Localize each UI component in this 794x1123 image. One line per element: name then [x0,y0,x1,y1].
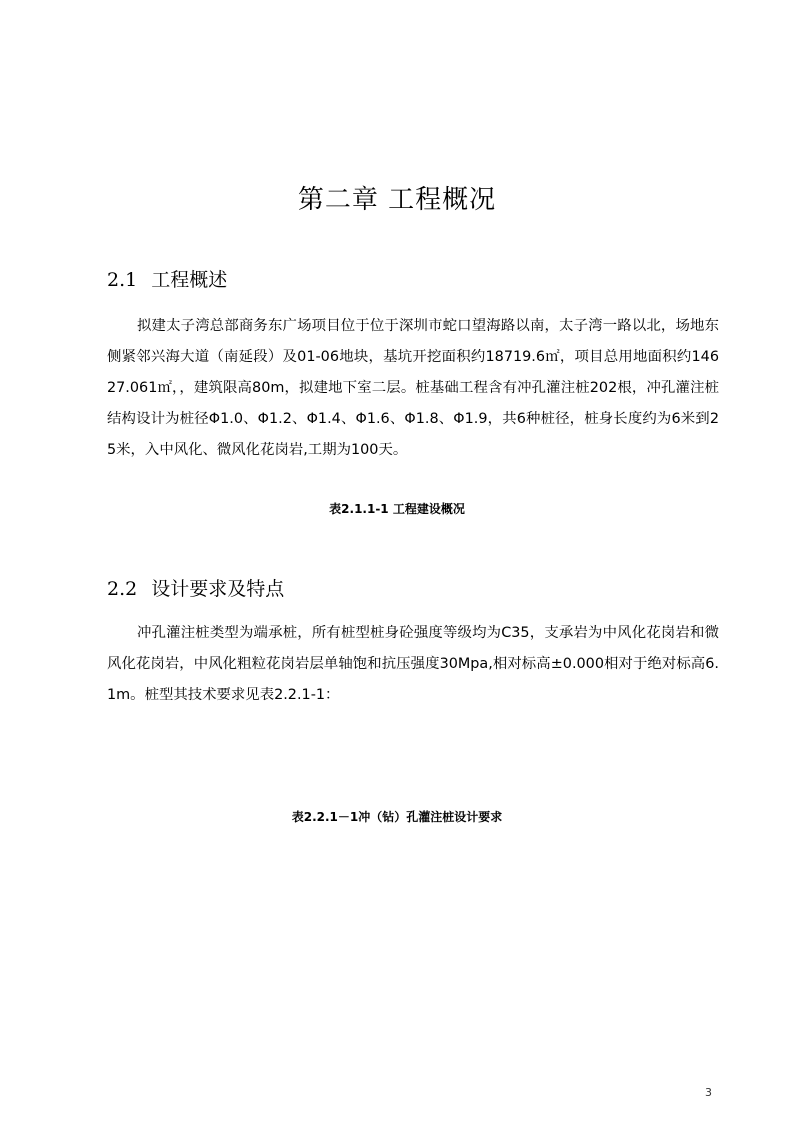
section-title: 工程概述 [151,269,228,291]
section-number: 2.1 [107,269,138,291]
table-caption-2-2-1-1: 表2.2.1－1冲（钻）孔灌注桩设计要求 [291,810,503,824]
chapter-title: 第二章 工程概况 [297,185,497,215]
section-heading-2-2 [107,575,284,603]
section-heading-2-1 [107,266,227,294]
section-paragraph-overview: 拟建太子湾总部商务东广场项目位于位于深圳市蛇口望海路以南，太子湾一路以北，场地东侧紧邻兴海大道（南延段）及01-06地块，基坑开挖面积约18719.6㎡，项目总用地面积约14627.061㎡，，建筑限高80m，拟建地下室二层。桩基础工程含有冲孔灌注桩202根，冲孔灌注桩结构设计为桩径Φ1.0、Φ1.2、Φ1.4、Φ1.6、Φ1.8、Φ1.9，共6种桩径，桩身长度约为6米到25米，入中风化、微风化花岗岩,工期为100天。 [107,318,719,458]
page-number: 3 [705,1086,712,1099]
section-title: 设计要求及特点 [151,578,285,600]
section-paragraph-design: 冲孔灌注桩类型为端承桩，所有桩型桩身砼强度等级均为C35，支承岩为中风化花岗岩和微风化花岗岩，中风化粗粒花岗岩层单轴饱和抗压强度30Mpa,相对标高±0.000相对于绝对标高6.1m。桩型其技术要求见表2.2.1-1： [107,625,719,703]
section-number: 2.2 [107,578,138,600]
table-caption-2-1-1-1: 表2.1.1-1 工程建设概况 [329,502,465,516]
